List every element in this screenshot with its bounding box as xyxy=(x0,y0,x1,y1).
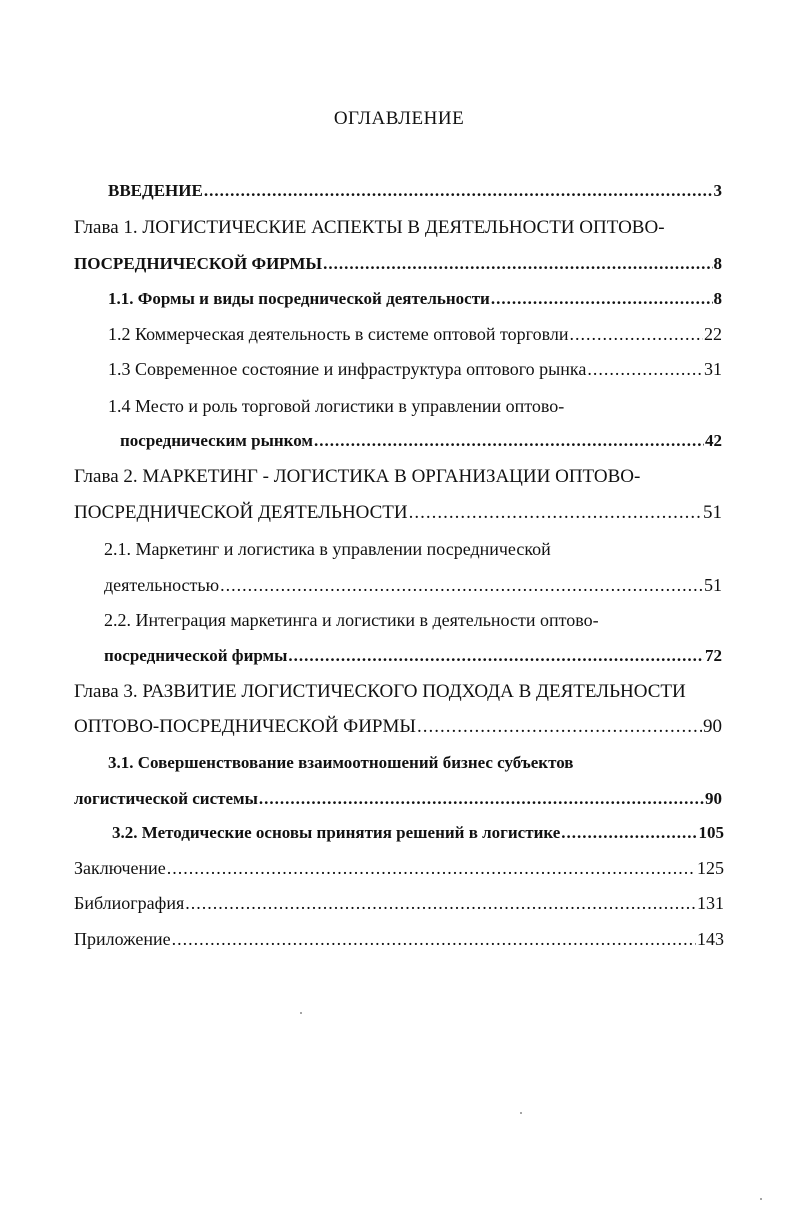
toc-entry-text: Приложение xyxy=(74,929,171,949)
toc-entry-page: 42 xyxy=(705,431,722,450)
toc-entry xyxy=(108,286,722,312)
toc-entry-text: Заключение xyxy=(74,858,166,878)
toc-entry-page: 90 xyxy=(705,789,722,808)
toc-leader xyxy=(204,178,713,204)
toc-entry-text: 3.2. Методические основы принятия решений в логистике xyxy=(112,823,561,842)
toc-entry-page: 125 xyxy=(697,858,724,878)
toc-leader xyxy=(172,926,696,952)
toc-leader xyxy=(409,500,702,526)
toc-entry-text: 1.2 Коммерческая деятельность в системе оптовой торговли xyxy=(108,324,569,344)
toc-leader xyxy=(417,714,702,740)
toc-entry-page: 8 xyxy=(713,289,722,308)
toc-entry xyxy=(108,750,722,776)
toc-title: ОГЛАВЛЕНИЕ xyxy=(333,108,465,129)
toc-entry-page: 3 xyxy=(713,181,722,200)
toc-leader xyxy=(220,572,703,598)
toc-leader xyxy=(323,251,712,277)
toc-entry-page: 51 xyxy=(704,575,722,595)
toc-entry-text: логистической системы xyxy=(74,789,258,808)
toc-entry xyxy=(74,464,722,490)
toc-leader xyxy=(185,890,696,916)
toc-entry-page: 72 xyxy=(705,646,722,665)
toc-entry-page: 31 xyxy=(704,359,722,379)
toc-entry xyxy=(74,215,722,241)
toc-entry-text: Глава 1. ЛОГИСТИЧЕСКИЕ АСПЕКТЫ В ДЕЯТЕЛЬНОСТИ ОПТОВО- xyxy=(74,217,665,238)
toc-entry-text: 1.3 Современное состояние и инфраструктура оптового рынка xyxy=(108,359,587,379)
toc-entry-text: Библиография xyxy=(74,893,185,913)
toc-entry xyxy=(74,786,722,812)
toc-entry-page: 8 xyxy=(713,254,722,273)
toc-entry xyxy=(108,393,722,419)
toc-entry-page: 90 xyxy=(703,716,722,737)
toc-entry xyxy=(108,178,722,204)
toc-entry xyxy=(104,536,722,562)
toc-entry xyxy=(104,607,722,633)
toc-entry-text: деятельностью xyxy=(104,575,220,595)
toc-entry-text: 1.4 Место и роль торговой логистики в управлении оптово- xyxy=(108,396,565,416)
toc-entry xyxy=(74,926,724,952)
toc-leader xyxy=(561,820,697,846)
toc-entry xyxy=(120,428,722,454)
toc-entry-text: 3.1. Совершенствование взаимоотношений бизнес субъектов xyxy=(108,753,574,772)
toc-entry-text: посреднической фирмы xyxy=(104,646,288,665)
scan-speck xyxy=(300,1012,302,1014)
toc-entry xyxy=(108,356,722,382)
toc-entry xyxy=(74,890,724,916)
toc-entry-page: 22 xyxy=(704,324,722,344)
toc-entry xyxy=(112,820,724,846)
toc-entry-text: ВВЕДЕНИЕ xyxy=(108,181,203,200)
toc-entry xyxy=(74,500,722,526)
toc-leader xyxy=(288,643,704,669)
toc-entry-text: 2.1. Маркетинг и логистика в управлении посреднической xyxy=(104,539,551,559)
toc-entry-text: Глава 3. РАЗВИТИЕ ЛОГИСТИЧЕСКОГО ПОДХОДА В ДЕЯТЕЛЬНОСТИ xyxy=(74,681,686,702)
toc-leader xyxy=(167,855,696,881)
toc-entry xyxy=(104,572,722,598)
toc-entry-page: 143 xyxy=(697,929,724,949)
toc-entry-text: 2.2. Интеграция маркетинга и логистики в деятельности оптово- xyxy=(104,610,599,630)
toc-entry-page: 51 xyxy=(703,502,722,523)
scan-speck xyxy=(520,1112,522,1114)
toc-leader xyxy=(570,321,704,347)
toc-entry xyxy=(108,321,722,347)
toc-entry-page: 105 xyxy=(698,823,724,842)
toc-entry-text: 1.1. Формы и виды посреднической деятельности xyxy=(108,289,490,308)
toc-entry xyxy=(74,679,722,705)
toc-leader xyxy=(259,786,704,812)
toc-entry xyxy=(74,855,724,881)
toc-entry-text: ПОСРЕДНИЧЕСКОЙ ДЕЯТЕЛЬНОСТИ xyxy=(74,502,408,523)
toc-entry-text: Глава 2. МАРКЕТИНГ - ЛОГИСТИКА В ОРГАНИЗАЦИИ ОПТОВО- xyxy=(74,466,641,487)
toc-entry xyxy=(104,643,722,669)
toc-entry xyxy=(74,714,722,740)
toc-leader xyxy=(314,428,704,454)
toc-entry-text: ОПТОВО-ПОСРЕДНИЧЕСКОЙ ФИРМЫ xyxy=(74,716,416,737)
toc-entry-text: посредническим рынком xyxy=(120,431,313,450)
toc-entry-text: ПОСРЕДНИЧЕСКОЙ ФИРМЫ xyxy=(74,254,323,273)
toc-entry xyxy=(74,251,722,277)
scan-speck xyxy=(760,1198,762,1200)
toc-entry-page: 131 xyxy=(697,893,724,913)
toc-leader xyxy=(491,286,713,312)
toc-leader xyxy=(587,356,703,382)
